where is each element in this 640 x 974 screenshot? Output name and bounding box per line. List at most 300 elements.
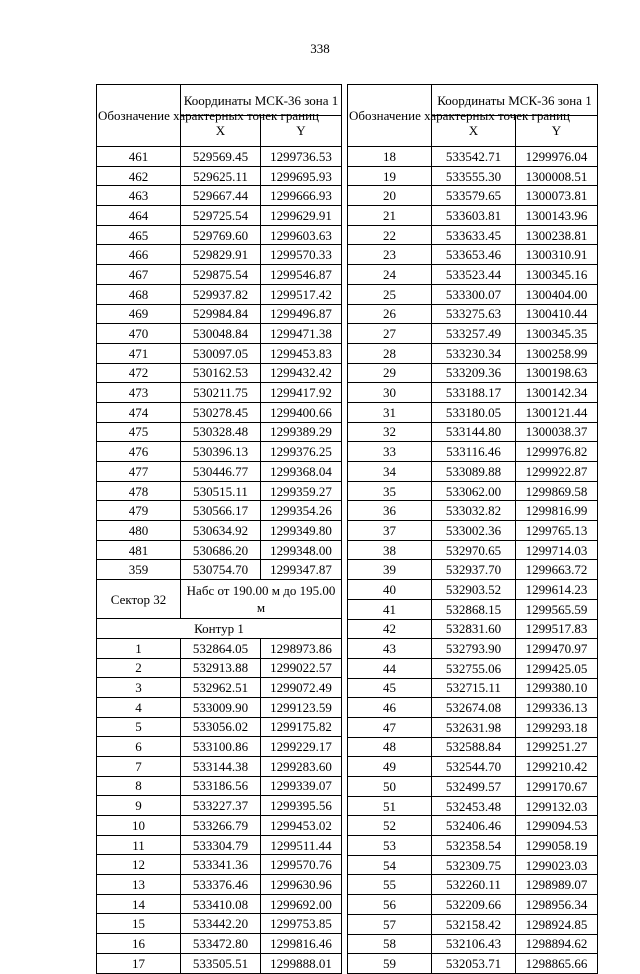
y-coordinate: 1299517.83 <box>516 619 598 639</box>
y-coordinate: 1299629.91 <box>261 206 342 226</box>
x-coordinate: 533188.17 <box>432 383 516 403</box>
point-number: 59 <box>348 954 432 974</box>
table-row <box>348 816 598 836</box>
y-coordinate: 1299283.60 <box>261 756 342 776</box>
y-coordinate: 1298956.34 <box>516 895 598 915</box>
y-coordinate: 1299395.56 <box>261 796 342 816</box>
y-coordinate: 1299123.59 <box>261 697 342 717</box>
table-row <box>348 147 598 167</box>
x-coordinate: 533653.46 <box>432 245 516 265</box>
x-coordinate: 529569.45 <box>181 147 261 167</box>
y-coordinate: 1299432.42 <box>261 363 342 383</box>
point-number: 42 <box>348 619 432 639</box>
table-row <box>348 875 598 895</box>
x-coordinate: 533144.80 <box>432 422 516 442</box>
y-coordinate: 1299714.03 <box>516 540 598 560</box>
x-coordinate: 533116.46 <box>432 442 516 462</box>
y-coordinate: 1299869.58 <box>516 481 598 501</box>
x-coordinate: 532053.71 <box>432 954 516 974</box>
point-number: 478 <box>97 481 181 501</box>
x-coordinate: 533186.56 <box>181 776 261 796</box>
point-number: 33 <box>348 442 432 462</box>
x-coordinate: 532868.15 <box>432 599 516 619</box>
table-row <box>97 953 342 973</box>
table-row <box>348 521 598 541</box>
x-coordinate: 533009.90 <box>181 697 261 717</box>
x-coordinate: 533603.81 <box>432 206 516 226</box>
y-coordinate: 1299470.97 <box>516 639 598 659</box>
y-coordinate: 1299425.05 <box>516 658 598 678</box>
point-number: 46 <box>348 698 432 718</box>
x-coordinate: 530686.20 <box>181 540 261 560</box>
table-row <box>348 324 598 344</box>
table-row <box>97 934 342 954</box>
point-number: 475 <box>97 422 181 442</box>
table-row <box>348 363 598 383</box>
x-coordinate: 533442.20 <box>181 914 261 934</box>
x-coordinate: 532937.70 <box>432 560 516 580</box>
y-coordinate: 1299022.57 <box>261 658 342 678</box>
x-coordinate: 533410.08 <box>181 894 261 914</box>
table-row <box>97 284 342 304</box>
point-number: 461 <box>97 147 181 167</box>
table-row <box>348 855 598 875</box>
point-number: 9 <box>97 796 181 816</box>
x-coordinate: 529984.84 <box>181 304 261 324</box>
point-number: 6 <box>97 737 181 757</box>
x-coordinate: 532674.08 <box>432 698 516 718</box>
coord-title-header: Координаты МСК-36 зона 1 <box>181 85 342 116</box>
table-row <box>97 206 342 226</box>
x-header: X <box>181 116 261 147</box>
y-coordinate: 1298973.86 <box>261 638 342 658</box>
point-number: 7 <box>97 756 181 776</box>
y-coordinate: 1299400.66 <box>261 402 342 422</box>
table-row <box>97 166 342 186</box>
y-coordinate: 1299348.00 <box>261 540 342 560</box>
y-coordinate: 1299210.42 <box>516 757 598 777</box>
point-number: 1 <box>97 638 181 658</box>
point-number: 476 <box>97 442 181 462</box>
table-row <box>348 698 598 718</box>
table-row <box>348 462 598 482</box>
y-coordinate: 1299453.02 <box>261 816 342 836</box>
x-coordinate: 533341.36 <box>181 855 261 875</box>
y-coordinate: 1299888.01 <box>261 953 342 973</box>
y-coordinate: 1300410.44 <box>516 304 598 324</box>
coord-title-header: Координаты МСК-36 зона 1 <box>432 85 598 116</box>
x-coordinate: 532755.06 <box>432 658 516 678</box>
point-number: 19 <box>348 166 432 186</box>
x-coordinate: 533579.65 <box>432 186 516 206</box>
x-coordinate: 532453.48 <box>432 796 516 816</box>
point-number: 20 <box>348 186 432 206</box>
point-number: 52 <box>348 816 432 836</box>
table-row <box>97 875 342 895</box>
y-header: Y <box>261 116 342 147</box>
table-row <box>348 442 598 462</box>
x-coordinate: 532588.84 <box>432 737 516 757</box>
point-number: 16 <box>97 934 181 954</box>
x-coordinate: 533376.46 <box>181 875 261 895</box>
x-coordinate: 529725.54 <box>181 206 261 226</box>
table-row <box>97 481 342 501</box>
point-number: 5 <box>97 717 181 737</box>
y-coordinate: 1300121.44 <box>516 402 598 422</box>
y-coordinate: 1299922.87 <box>516 462 598 482</box>
point-number: 464 <box>97 206 181 226</box>
table-row <box>348 304 598 324</box>
y-coordinate: 1299094.53 <box>516 816 598 836</box>
y-coordinate: 1299614.23 <box>516 580 598 600</box>
x-coordinate: 533100.86 <box>181 737 261 757</box>
table-row <box>348 895 598 915</box>
y-coordinate: 1298924.85 <box>516 914 598 934</box>
table-row <box>97 737 342 757</box>
table-row <box>97 756 342 776</box>
x-coordinate: 532544.70 <box>432 757 516 777</box>
point-number: 462 <box>97 166 181 186</box>
point-number: 32 <box>348 422 432 442</box>
table-row <box>348 639 598 659</box>
point-number: 57 <box>348 914 432 934</box>
table-row <box>348 678 598 698</box>
table-row <box>97 245 342 265</box>
table-row <box>348 757 598 777</box>
table-row <box>348 717 598 737</box>
point-number: 27 <box>348 324 432 344</box>
point-number: 359 <box>97 560 181 580</box>
point-number: 56 <box>348 895 432 915</box>
x-coordinate: 530515.11 <box>181 481 261 501</box>
table-row <box>97 697 342 717</box>
contour-label: Контур 1 <box>97 619 342 639</box>
x-coordinate: 530278.45 <box>181 402 261 422</box>
x-coordinate: 532358.54 <box>432 836 516 856</box>
point-number: 36 <box>348 501 432 521</box>
y-coordinate: 1299570.33 <box>261 245 342 265</box>
y-coordinate: 1299765.13 <box>516 521 598 541</box>
point-number: 43 <box>348 639 432 659</box>
table-row <box>348 914 598 934</box>
x-coordinate: 533266.79 <box>181 816 261 836</box>
point-number: 40 <box>348 580 432 600</box>
y-coordinate: 1300345.16 <box>516 265 598 285</box>
x-coordinate: 530634.92 <box>181 521 261 541</box>
coordinates-table-left <box>96 84 342 974</box>
y-coordinate: 1299663.72 <box>516 560 598 580</box>
x-coordinate: 533062.00 <box>432 481 516 501</box>
point-number: 481 <box>97 540 181 560</box>
x-coordinate: 533032.82 <box>432 501 516 521</box>
table-row <box>348 737 598 757</box>
table-row <box>348 560 598 580</box>
point-number: 4 <box>97 697 181 717</box>
y-coordinate: 1300073.81 <box>516 186 598 206</box>
y-coordinate: 1299496.87 <box>261 304 342 324</box>
point-number: 28 <box>348 343 432 363</box>
x-coordinate: 533633.45 <box>432 225 516 245</box>
point-number: 465 <box>97 225 181 245</box>
table-row <box>97 442 342 462</box>
table-row <box>97 265 342 285</box>
y-coordinate: 1299603.63 <box>261 225 342 245</box>
table-row <box>348 225 598 245</box>
table-row <box>97 776 342 796</box>
table-row <box>97 894 342 914</box>
point-number: 31 <box>348 402 432 422</box>
point-number: 47 <box>348 717 432 737</box>
y-coordinate: 1298865.66 <box>516 954 598 974</box>
y-coordinate: 1299695.93 <box>261 166 342 186</box>
table-row <box>348 599 598 619</box>
x-coordinate: 533542.71 <box>432 147 516 167</box>
point-number: 479 <box>97 501 181 521</box>
y-coordinate: 1300198.63 <box>516 363 598 383</box>
point-number: 471 <box>97 343 181 363</box>
table-row <box>348 658 598 678</box>
point-number: 469 <box>97 304 181 324</box>
x-coordinate: 532903.52 <box>432 580 516 600</box>
table-row <box>348 540 598 560</box>
x-coordinate: 530566.17 <box>181 501 261 521</box>
y-coordinate: 1299511.44 <box>261 835 342 855</box>
table-row <box>97 462 342 482</box>
y-coordinate: 1299417.92 <box>261 383 342 403</box>
table-row <box>97 501 342 521</box>
contour-row <box>97 619 342 639</box>
y-coordinate: 1299565.59 <box>516 599 598 619</box>
table-row <box>97 717 342 737</box>
y-coordinate: 1299336.13 <box>516 698 598 718</box>
y-coordinate: 1299736.53 <box>261 147 342 167</box>
table-row <box>348 422 598 442</box>
point-number: 463 <box>97 186 181 206</box>
x-coordinate: 533089.88 <box>432 462 516 482</box>
point-number: 477 <box>97 462 181 482</box>
table-row <box>97 304 342 324</box>
y-coordinate: 1299175.82 <box>261 717 342 737</box>
x-coordinate: 529625.11 <box>181 166 261 186</box>
x-coordinate: 533209.36 <box>432 363 516 383</box>
point-number: 58 <box>348 934 432 954</box>
table-row <box>348 796 598 816</box>
table-row <box>348 777 598 797</box>
point-number: 480 <box>97 521 181 541</box>
x-coordinate: 530048.84 <box>181 324 261 344</box>
point-number: 53 <box>348 836 432 856</box>
x-coordinate: 533275.63 <box>432 304 516 324</box>
point-number: 50 <box>348 777 432 797</box>
x-coordinate: 532406.46 <box>432 816 516 836</box>
point-number: 39 <box>348 560 432 580</box>
sector-row <box>97 580 342 619</box>
y-coordinate: 1299380.10 <box>516 678 598 698</box>
point-number: 13 <box>97 875 181 895</box>
y-coordinate: 1299692.00 <box>261 894 342 914</box>
y-coordinate: 1299229.17 <box>261 737 342 757</box>
x-coordinate: 533523.44 <box>432 265 516 285</box>
table-row <box>348 383 598 403</box>
table-row <box>348 284 598 304</box>
table-row <box>97 560 342 580</box>
y-coordinate: 1299453.83 <box>261 343 342 363</box>
y-coordinate: 1299546.87 <box>261 265 342 285</box>
x-coordinate: 530097.05 <box>181 343 261 363</box>
point-number: 34 <box>348 462 432 482</box>
y-coordinate: 1299072.49 <box>261 678 342 698</box>
point-number: 55 <box>348 875 432 895</box>
table-row <box>97 186 342 206</box>
sector-value: Набс от 190.00 м до 195.00 м <box>181 580 342 619</box>
x-coordinate: 533555.30 <box>432 166 516 186</box>
x-coordinate: 532209.66 <box>432 895 516 915</box>
table-row <box>97 147 342 167</box>
x-coordinate: 530754.70 <box>181 560 261 580</box>
point-number: 468 <box>97 284 181 304</box>
y-coordinate: 1298894.62 <box>516 934 598 954</box>
y-coordinate: 1300310.91 <box>516 245 598 265</box>
x-coordinate: 530446.77 <box>181 462 261 482</box>
y-coordinate: 1299347.87 <box>261 560 342 580</box>
y-coordinate: 1299368.04 <box>261 462 342 482</box>
y-coordinate: 1299471.38 <box>261 324 342 344</box>
y-coordinate: 1299170.67 <box>516 777 598 797</box>
x-coordinate: 533300.07 <box>432 284 516 304</box>
y-coordinate: 1299293.18 <box>516 717 598 737</box>
point-number: 3 <box>97 678 181 698</box>
point-number: 22 <box>348 225 432 245</box>
y-coordinate: 1299251.27 <box>516 737 598 757</box>
x-coordinate: 532631.98 <box>432 717 516 737</box>
y-coordinate: 1300404.00 <box>516 284 598 304</box>
table-row <box>348 186 598 206</box>
point-number: 25 <box>348 284 432 304</box>
table-row <box>97 796 342 816</box>
table-row <box>348 166 598 186</box>
y-coordinate: 1299570.76 <box>261 855 342 875</box>
point-number: 473 <box>97 383 181 403</box>
point-number: 51 <box>348 796 432 816</box>
coordinates-table-right <box>347 84 598 974</box>
point-number: 10 <box>97 816 181 836</box>
y-coordinate: 1299753.85 <box>261 914 342 934</box>
x-coordinate: 529667.44 <box>181 186 261 206</box>
point-number: 467 <box>97 265 181 285</box>
x-coordinate: 529829.91 <box>181 245 261 265</box>
y-coordinate: 1299666.93 <box>261 186 342 206</box>
x-coordinate: 532970.65 <box>432 540 516 560</box>
table-row <box>97 324 342 344</box>
point-number: 15 <box>97 914 181 934</box>
y-coordinate: 1300008.51 <box>516 166 598 186</box>
y-coordinate: 1300142.34 <box>516 383 598 403</box>
y-header: Y <box>516 116 598 147</box>
point-number: 29 <box>348 363 432 383</box>
x-coordinate: 529875.54 <box>181 265 261 285</box>
x-coordinate: 533505.51 <box>181 953 261 973</box>
x-coordinate: 532715.11 <box>432 678 516 698</box>
table-row <box>97 835 342 855</box>
x-coordinate: 529769.60 <box>181 225 261 245</box>
table-row <box>348 580 598 600</box>
table-row <box>348 954 598 974</box>
table-row <box>348 265 598 285</box>
table-row <box>348 343 598 363</box>
x-coordinate: 533472.80 <box>181 934 261 954</box>
point-number: 49 <box>348 757 432 777</box>
y-coordinate: 1300258.99 <box>516 343 598 363</box>
x-coordinate: 533304.79 <box>181 835 261 855</box>
table-row <box>348 501 598 521</box>
point-number: 474 <box>97 402 181 422</box>
y-coordinate: 1300238.81 <box>516 225 598 245</box>
x-coordinate: 530328.48 <box>181 422 261 442</box>
y-coordinate: 1299389.29 <box>261 422 342 442</box>
point-number: 8 <box>97 776 181 796</box>
y-coordinate: 1299058.19 <box>516 836 598 856</box>
table-row <box>97 658 342 678</box>
table-row <box>348 245 598 265</box>
y-coordinate: 1299339.07 <box>261 776 342 796</box>
point-number: 44 <box>348 658 432 678</box>
y-coordinate: 1299976.82 <box>516 442 598 462</box>
x-coordinate: 532260.11 <box>432 875 516 895</box>
point-number: 2 <box>97 658 181 678</box>
x-coordinate: 533180.05 <box>432 402 516 422</box>
x-coordinate: 533227.37 <box>181 796 261 816</box>
y-coordinate: 1299359.27 <box>261 481 342 501</box>
point-number: 30 <box>348 383 432 403</box>
point-number: 12 <box>97 855 181 875</box>
table-row <box>97 678 342 698</box>
page-number: 338 <box>310 41 330 56</box>
y-coordinate: 1300038.37 <box>516 422 598 442</box>
y-coordinate: 1299517.42 <box>261 284 342 304</box>
point-number: 24 <box>348 265 432 285</box>
table-row <box>97 383 342 403</box>
x-coordinate: 532106.43 <box>432 934 516 954</box>
table-row <box>97 914 342 934</box>
x-coordinate: 532831.60 <box>432 619 516 639</box>
x-coordinate: 532158.42 <box>432 914 516 934</box>
y-coordinate: 1300143.96 <box>516 206 598 226</box>
point-number: 466 <box>97 245 181 265</box>
y-coordinate: 1299816.99 <box>516 501 598 521</box>
x-coordinate: 533002.36 <box>432 521 516 541</box>
x-coordinate: 533230.34 <box>432 343 516 363</box>
sector-label: Сектор 32 <box>97 580 181 619</box>
point-number: 470 <box>97 324 181 344</box>
point-number: 17 <box>97 953 181 973</box>
table-row <box>97 363 342 383</box>
x-coordinate: 533257.49 <box>432 324 516 344</box>
table-row <box>97 521 342 541</box>
y-coordinate: 1299976.04 <box>516 147 598 167</box>
point-label-header: Обозначение характерных точек границ <box>97 85 181 147</box>
point-number: 38 <box>348 540 432 560</box>
point-number: 48 <box>348 737 432 757</box>
y-coordinate: 1299349.80 <box>261 521 342 541</box>
point-number: 472 <box>97 363 181 383</box>
point-number: 41 <box>348 599 432 619</box>
x-header: X <box>432 116 516 147</box>
y-coordinate: 1299816.46 <box>261 934 342 954</box>
y-coordinate: 1299630.96 <box>261 875 342 895</box>
y-coordinate: 1299023.03 <box>516 855 598 875</box>
x-coordinate: 532793.90 <box>432 639 516 659</box>
table-row <box>348 619 598 639</box>
